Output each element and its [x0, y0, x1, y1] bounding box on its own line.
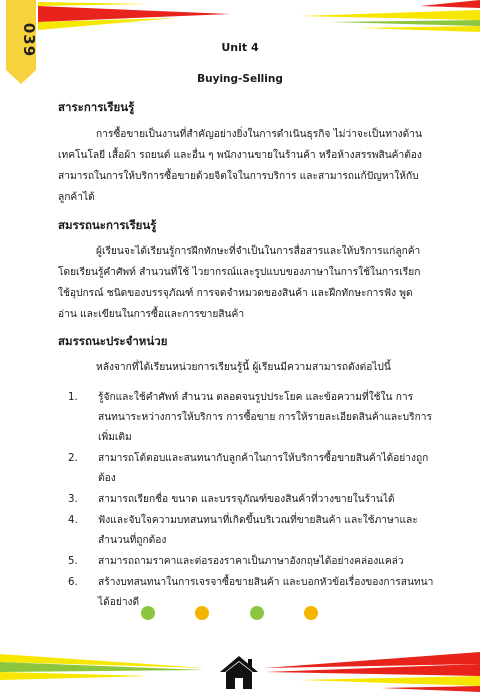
dot-orange — [195, 606, 209, 620]
list-item: 4. ฟังและจับใจความบทสนทนาที่เกิดขึ้นบริเวณที่ขายสินค้า และใช้ภาษาและสำนวนที่ถูกต้อง — [68, 515, 418, 546]
dot-orange — [304, 606, 318, 620]
list-item: 1. รู้จักและใช้คำศัพท์ สำนวน ตลอดจนรูปประโยค และข้อความที่ใช้ใน การสนทนาระหว่างการให้บริการ การซื้อขาย การให้รายละเอียดสินค้าและบริการเพิ่มเติม — [68, 392, 432, 443]
section-intro: หลังจากที่ได้เรียนหน่วยการเรียนรู้นี้ ผู้เรียนมีความสามารถดังต่อไปนี้ — [96, 362, 391, 373]
list-item: 5. สามารถถามราคาและต่อรองราคาเป็นภาษาอังกฤษได้อย่างคล่องแคล่ว — [68, 556, 404, 567]
section-heading-competency: สมรรถนะการเรียนรู้ — [58, 218, 157, 232]
competency-list — [58, 388, 438, 614]
home-icon[interactable] — [220, 654, 258, 690]
dot-green — [250, 606, 264, 620]
section-paragraph-competency: ผู้เรียนจะได้เรียนรู้การฝึกทักษะที่จำเป็นในการสื่อสารและให้บริการแก่ลูกค้าโดยเรียนรู้คำศัพท์ สำนวนที่ใช้ ไวยากรณ์และรูปแบบของภาษาในการใช้ในการเรียกใช้อุปกรณ์ ชนิดของบรรจุภัณฑ์ การจดจำหมวดของสินค้า และฝึกทักษะการฟัง พูด อ่าน และเขียนในการซื้อและการขายสินค้า — [58, 246, 421, 320]
section-paragraph-content: การซื้อขายเป็นงานที่สำคัญอย่างยิ่งในการดำเนินธุรกิจ ไม่ว่าจะเป็นทางด้านเทคโนโลยี เสื้อผ้า รถยนต์ และอื่น ๆ พนักงานขายในร้านค้า หรือห้างสรรพสินค้าต้องสามารถในการให้บริการซื้อขายด้วยจิตใจในการบริการ และสามารถแก้ปัญหาให้กับลูกค้าได้ — [58, 129, 422, 203]
unit-title: Unit 4 — [221, 41, 259, 54]
section-heading-unit-competency: สมรรถนะประจำหน่วย — [58, 334, 168, 348]
page-number: 039 — [20, 22, 38, 58]
section-heading-content: สาระการเรียนรู้ — [58, 100, 135, 114]
list-item: 6. สร้างบทสนทนาในการเจรจาซื้อขายสินค้า และบอกหัวข้อเรื่องของการสนทนาได้อย่างดี — [68, 577, 434, 608]
dot-green — [141, 606, 155, 620]
list-item: 3. สามารถเรียกชื่อ ขนาด และบรรจุภัณฑ์ของสินค้าที่วางขายในร้านได้ — [68, 494, 395, 505]
list-item: 2. สามารถโต้ตอบและสนทนากับลูกค้าในการให้บริการซื้อขายสินค้าได้อย่างถูกต้อง — [68, 453, 429, 484]
unit-subtitle: Buying-Selling — [197, 73, 283, 85]
